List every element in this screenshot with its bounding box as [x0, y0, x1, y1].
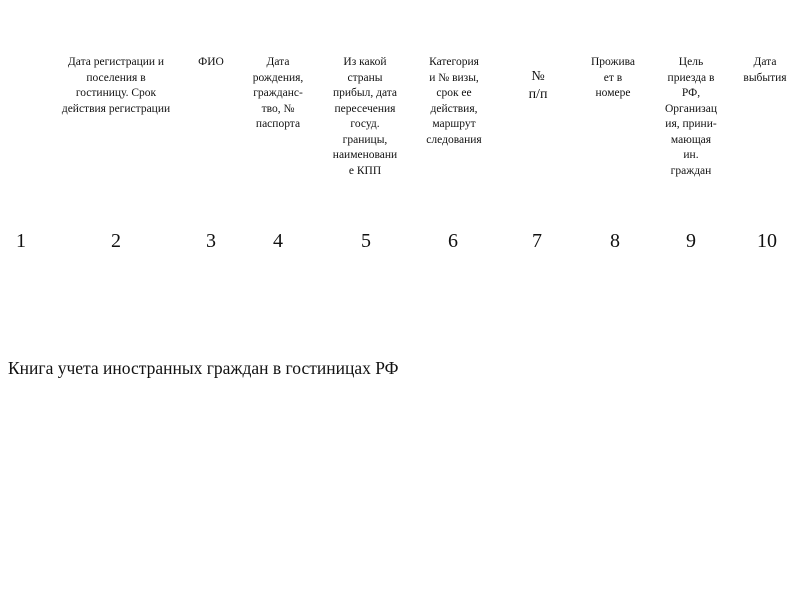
column-number: 1 [16, 230, 26, 252]
header-birth-date-citizenship-passport: Дата рождения, гражданс- тво, № паспорта [252, 56, 304, 130]
column-number: 9 [686, 230, 696, 252]
header-purpose-of-visit: Цель приезда в РФ, Организац ия, прини- мающая ин. граждан [665, 56, 717, 177]
header-departure-date: Дата выбытия [743, 56, 787, 84]
column-number: 4 [273, 230, 283, 252]
header-room: Прожива ет в номере [590, 56, 635, 99]
column-number: 10 [757, 230, 777, 252]
header-full-name: ФИО [198, 56, 224, 68]
column-number: 5 [361, 230, 371, 252]
column-number: 2 [111, 230, 121, 252]
column-number: 3 [206, 230, 216, 252]
document-title: Книга учета иностранных граждан в гостиницах РФ [8, 358, 399, 378]
header-visa-category: Категория и № визы, срок ее действия, маршрут следования [426, 56, 482, 146]
header-arrival-country-border-crossing: Из какой страны прибыл, дата пересечения госуд. границы, наименовани е КПП [332, 56, 398, 177]
column-number: 6 [448, 230, 458, 252]
column-number: 7 [532, 230, 542, 252]
header-registration-date: Дата регистрации и поселения в гостиницу. Срок действия регистрации [61, 56, 171, 115]
header-row-number: № п/п [528, 69, 548, 102]
column-number: 8 [610, 230, 620, 252]
